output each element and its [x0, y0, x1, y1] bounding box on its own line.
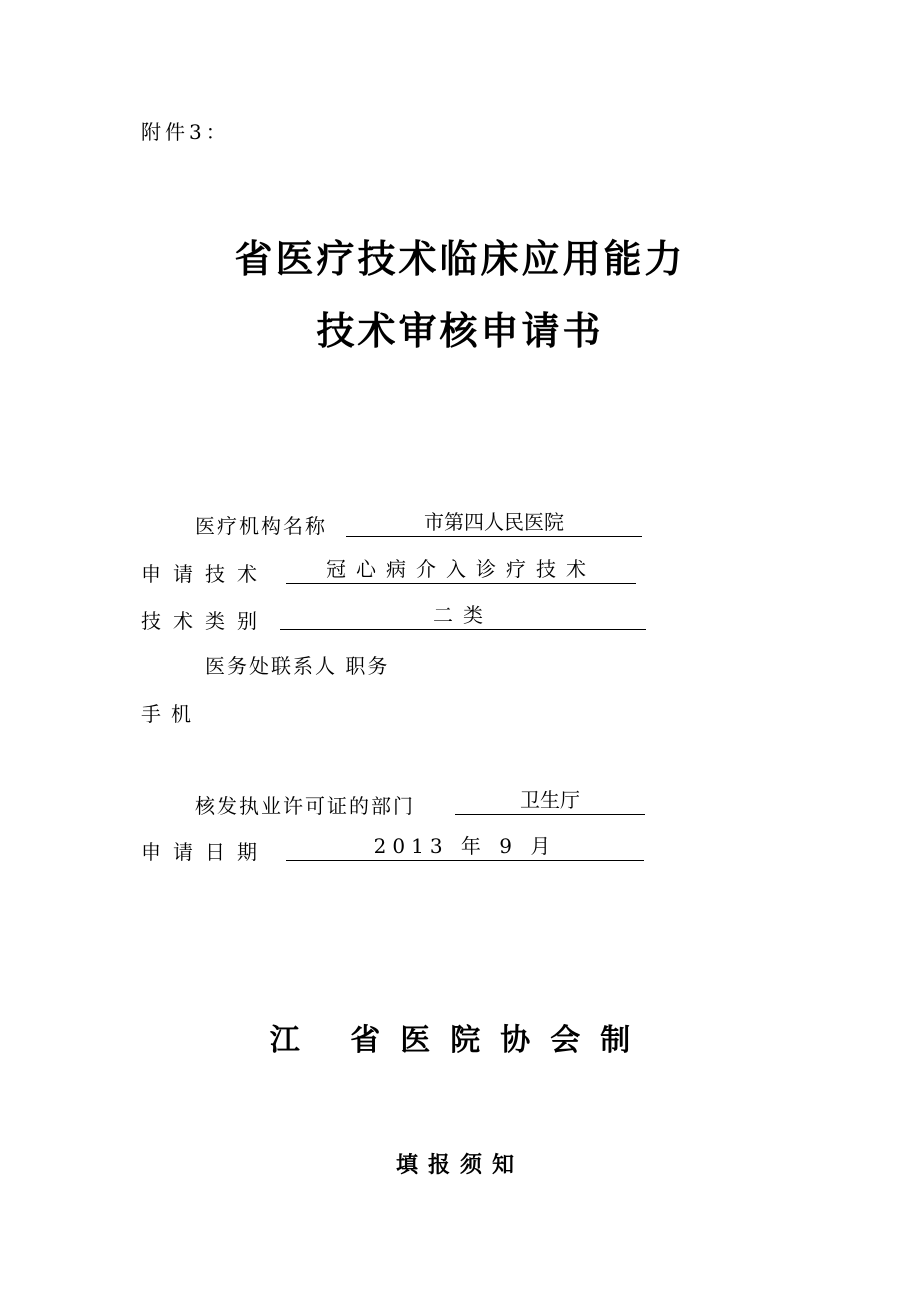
application-date-field: 2013 年 9 月	[286, 834, 644, 861]
attachment-label: 附件3：	[141, 120, 230, 144]
org-name-label: 医疗机构名称	[195, 514, 327, 538]
applied-tech-label: 申请技术	[141, 562, 269, 586]
org-name-field: 市第四人民医院	[346, 510, 642, 537]
license-department-field: 卫生厅	[455, 788, 645, 815]
filling-notice-heading: 填报须知	[395, 1153, 524, 1178]
contact-person-label: 医务处联系人 职务	[205, 654, 390, 678]
applied-tech-field: 冠心病介入诊疗技术	[286, 557, 636, 584]
document-title-line-2: 技术审核申请书	[316, 309, 604, 353]
document-title-line-1: 省医疗技术临床应用能力	[234, 237, 686, 281]
tech-category-field: 二类	[280, 603, 646, 630]
tech-category-label: 技术类别	[141, 609, 269, 633]
mobile-label: 手机	[141, 702, 201, 726]
issuer-line: 江 省医院协会制	[269, 1023, 651, 1058]
license-department-label: 核发执业许可证的部门	[195, 794, 415, 818]
application-date-label: 申请日期	[141, 840, 269, 864]
